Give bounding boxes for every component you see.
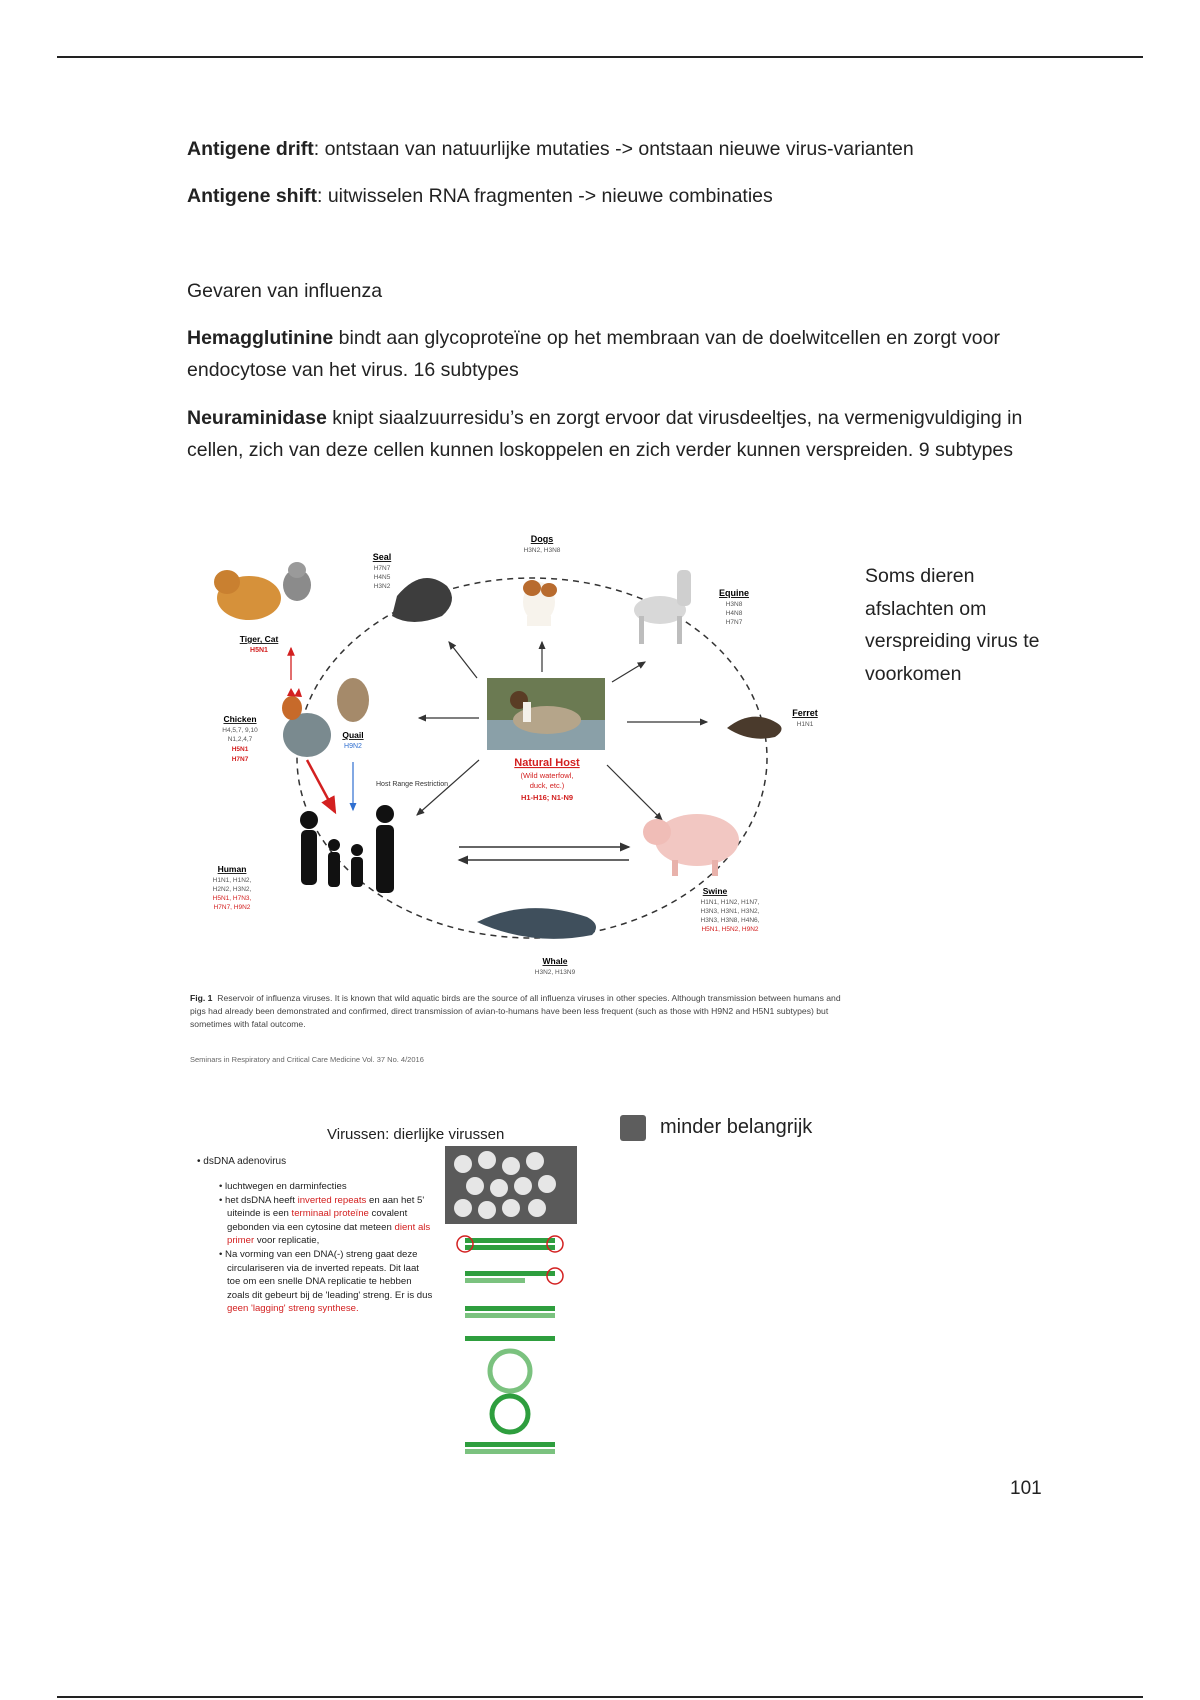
page-number: 101 bbox=[1010, 1478, 1042, 1499]
swine-label: Swine bbox=[702, 886, 728, 896]
b2-primer: dient als primer bbox=[227, 1221, 431, 1247]
antigenic-drift-paragraph bbox=[187, 133, 1027, 165]
arrow-to-swine bbox=[607, 765, 662, 820]
hemag-text: bindt aan glycoproteïne op het membraan van de doelwitcellen en zorgt voor endocytose van het virus. 16 subtypes bbox=[187, 327, 1000, 381]
slide-bullet-3 bbox=[219, 1248, 434, 1316]
quail-label: Quail bbox=[342, 730, 364, 740]
slide-bullet-list bbox=[219, 1180, 434, 1316]
dogs-subtypes: H3N2, H3N8 bbox=[523, 547, 561, 554]
chicken-subtype-red-1: H5N1 bbox=[231, 746, 249, 753]
adenovirus-replication-diagram bbox=[445, 1146, 577, 1458]
less-important-note: minder belangrijk bbox=[660, 1116, 813, 1138]
whale-image bbox=[477, 908, 596, 939]
seal-subtype-2: H4N5 bbox=[373, 574, 391, 581]
arrow-to-equine bbox=[612, 662, 645, 682]
human-subtypes-3: H5N1, H7N3, bbox=[212, 895, 252, 902]
replication-steps bbox=[457, 1236, 563, 1454]
chicken-label: Chicken bbox=[223, 714, 257, 724]
ferret-label: Ferret bbox=[792, 708, 818, 718]
seal-subtype-1: H7N7 bbox=[373, 565, 391, 572]
natural-host-line2: duck, etc.) bbox=[529, 781, 565, 790]
human-family-silhouette bbox=[300, 805, 394, 893]
human-subtypes-1: H1N1, H1N2, bbox=[212, 877, 252, 884]
equine-subtype-2: H4N8 bbox=[725, 610, 743, 617]
chicken-subtype-red-2: H7N7 bbox=[231, 756, 249, 763]
neur-term: Neuraminidase bbox=[187, 407, 327, 429]
horse-image bbox=[634, 570, 691, 644]
pig-image bbox=[643, 814, 739, 876]
tiger-cat-subtype: H5N1 bbox=[250, 647, 268, 654]
swine-subtypes-4: H5N1, H5N2, H9N2 bbox=[701, 926, 759, 933]
figure-source: Seminars in Respiratory and Critical Care Medicine Vol. 37 No. 4/2016 bbox=[190, 1055, 424, 1064]
influenza-reservoir-figure bbox=[187, 530, 857, 990]
b2-terminal-protein: terminaal proteïne bbox=[291, 1208, 369, 1220]
neur-text: knipt siaalzuurresidu’s en zorgt ervoor dat virusdeeltjes, na vermenigvuldiging in cellen, zich van deze cellen kunnen loskoppelen en zich verder kunnen verspreiden. 9 subtypes bbox=[187, 407, 1023, 461]
seal-label: Seal bbox=[372, 552, 392, 562]
adenovirus-slide bbox=[187, 1118, 627, 1458]
tiger-cat-label: Tiger, Cat bbox=[239, 634, 279, 644]
human-subtypes-2: H2N2, H3N2, bbox=[212, 886, 252, 893]
natural-host-line1: (Wild waterfowl, bbox=[520, 771, 574, 780]
side-note: Soms dieren afslachten om verspreiding virus te voorkomen bbox=[865, 565, 1040, 685]
hemagglutinin-paragraph bbox=[187, 322, 1027, 386]
natural-host-label: Natural Host bbox=[514, 757, 580, 769]
host-range-restriction-label: Host Range Restriction bbox=[376, 781, 448, 788]
seal-image bbox=[392, 578, 452, 622]
natural-host-subtypes: H1-H16; N1-N9 bbox=[520, 793, 574, 802]
dangers-heading: Gevaren van influenza bbox=[187, 280, 383, 302]
dog-image bbox=[523, 580, 557, 626]
dogs-label: Dogs bbox=[530, 534, 554, 544]
b2-part-c: en aan het 5' uiteinde is een bbox=[227, 1194, 425, 1220]
human-label: Human bbox=[217, 864, 247, 874]
duck-natural-host-image bbox=[487, 678, 605, 750]
neuraminidase-paragraph bbox=[187, 402, 1027, 466]
swine-subtypes-3: H3N3, H3N8, H4N6, bbox=[700, 917, 760, 924]
arrow-chicken-to-human bbox=[307, 760, 335, 812]
figure-caption-label: Fig. 1 bbox=[190, 993, 213, 1003]
b2-part-g: voor replicatie, bbox=[254, 1235, 320, 1247]
figure-caption bbox=[190, 992, 850, 1031]
b2-part-e: covalent gebonden via een cytosine dat meteen bbox=[227, 1208, 408, 1233]
bottom-rule bbox=[57, 1696, 1143, 1698]
shift-term: Antigene shift bbox=[187, 185, 317, 207]
chicken-image bbox=[282, 688, 331, 757]
top-rule bbox=[57, 56, 1143, 58]
swine-subtypes-2: H3N3, H3N1, H3N2, bbox=[700, 908, 760, 915]
ferret-image bbox=[727, 717, 782, 739]
slide-subtitle: • dsDNA adenovirus bbox=[197, 1156, 287, 1167]
antigenic-shift-paragraph bbox=[187, 180, 1027, 212]
b3-part-a: • Na vorming van een DNA(-) streng gaat deze circulariseren via de inverted repeats. Dit laat toe om een snelle DNA replicatie te hebben zoals dit gebeurt bij de 'leading' streng. Er is dus bbox=[219, 1248, 433, 1301]
shift-text: : uitwisselen RNA fragmenten -> nieuwe combinaties bbox=[317, 185, 773, 207]
pin-icon bbox=[620, 1115, 646, 1141]
arrow-to-seal bbox=[449, 642, 477, 678]
equine-label: Equine bbox=[718, 588, 750, 598]
chicken-subtype-2: N1,2,4,7 bbox=[227, 736, 253, 743]
b2-part-a: • het dsDNA heeft bbox=[219, 1194, 298, 1206]
whale-label: Whale bbox=[542, 956, 568, 966]
whale-subtypes: H3N2, H13N9 bbox=[534, 969, 576, 976]
drift-text: : ontstaan van natuurlijke mutaties -> ontstaan nieuwe virus-varianten bbox=[313, 138, 914, 160]
quail-subtype: H9N2 bbox=[344, 743, 362, 750]
ferret-subtype: H1N1 bbox=[796, 721, 814, 728]
slide-bullet-1: • luchtwegen en darminfecties bbox=[219, 1181, 347, 1192]
equine-subtype-1: H3N8 bbox=[725, 601, 743, 608]
figure-caption-text: Reservoir of influenza viruses. It is known that wild aquatic birds are the source of all influenza viruses in other species. Although transmission between humans and pigs had already been demonstrated and confirmed, direct transmission of avian-to-humans have been less frequent (such as those with H9N2 and H5N1 subtypes) but sometimes with fatal outcome. bbox=[190, 993, 841, 1029]
hemag-term: Hemagglutinine bbox=[187, 327, 334, 349]
slide-title: Virussen: dierlijke virussen bbox=[327, 1126, 505, 1143]
human-subtypes-4: H7N7, H9N2 bbox=[213, 904, 251, 911]
chicken-subtype-1: H4,5,7, 9,10 bbox=[222, 727, 258, 734]
tiger-cat-image bbox=[214, 562, 311, 620]
equine-subtype-3: H7N7 bbox=[725, 619, 743, 626]
b2-inverted-repeats: inverted repeats bbox=[297, 1194, 367, 1206]
seal-subtype-3: H3N2 bbox=[373, 583, 391, 590]
swine-subtypes-1: H1N1, H1N2, H1N7, bbox=[700, 899, 760, 906]
virion-particles bbox=[454, 1151, 556, 1219]
slide-bullet-2 bbox=[219, 1194, 434, 1248]
quail-image bbox=[337, 678, 369, 722]
drift-term: Antigene drift bbox=[187, 138, 314, 160]
b3-no-lagging: geen 'lagging' streng synthese. bbox=[227, 1303, 359, 1315]
